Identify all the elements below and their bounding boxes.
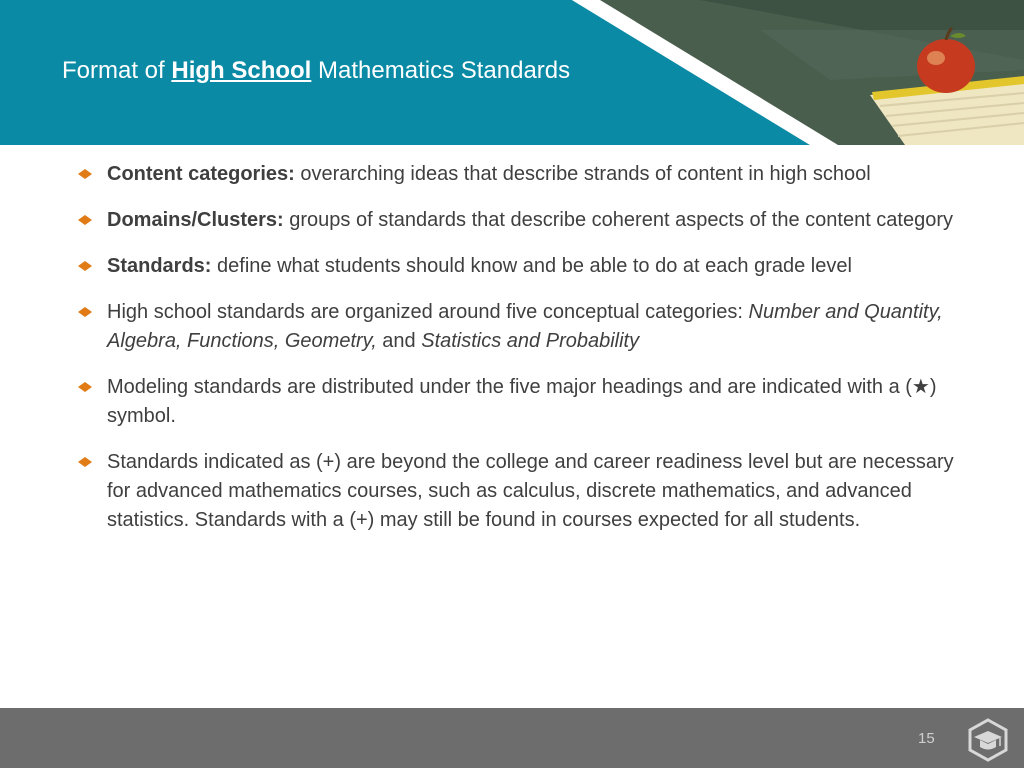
bullet-text: groups of standards that describe coherent aspects of the content category — [283, 209, 954, 231]
title-suffix: Mathematics Standards — [311, 57, 571, 84]
bullet-term: Standards: — [107, 255, 212, 277]
diamond-bullet-icon — [78, 382, 92, 392]
bullet-italic-categories: Number and Quantity, Algebra, Functions, Geometry, — [107, 301, 943, 352]
bullet-item-plus-standards — [72, 448, 972, 535]
bullet-item-domains-clusters — [72, 206, 972, 235]
slide-header — [0, 0, 1024, 145]
slide-title — [62, 57, 570, 85]
bullet-term: Domains/Clusters: — [107, 209, 284, 231]
bullet-list — [72, 160, 972, 552]
bullet-item-conceptual-categories — [72, 298, 972, 356]
diamond-bullet-icon — [78, 215, 92, 225]
bullet-text: Standards indicated as (+) are beyond the college and career readiness level but are necessary for advanced mathematics courses, such as calculus, discrete mathematics, and advanced statistics. Standards with a (+) may still be found in courses expected for all students. — [107, 451, 954, 531]
title-emphasis: High School — [171, 57, 312, 84]
title-prefix: Format of — [62, 57, 172, 84]
diamond-bullet-icon — [78, 261, 92, 271]
diamond-bullet-icon — [78, 169, 92, 179]
bullet-text-and: and — [376, 330, 422, 352]
bullet-text: overarching ideas that describe strands of content in high school — [294, 163, 871, 185]
bullet-term: Content categories: — [107, 163, 295, 185]
bullet-text: define what students should know and be able to do at each grade level — [211, 255, 852, 277]
diamond-bullet-icon — [78, 307, 92, 317]
bullet-text: High school standards are organized around five conceptual categories: — [107, 301, 749, 323]
bullet-item-content-categories — [72, 160, 972, 189]
bullet-item-modeling — [72, 373, 972, 431]
diamond-bullet-icon — [78, 457, 92, 467]
bullet-italic-statistics: Statistics and Probability — [421, 330, 640, 352]
slide-footer — [0, 708, 1024, 768]
bullet-text: Modeling standards are distributed under the five major headings and are indicated with a (★) symbol. — [107, 376, 937, 427]
page-number: 15 — [918, 730, 935, 747]
graduation-cap-hexagon-icon — [966, 718, 1010, 762]
bullet-item-standards — [72, 252, 972, 281]
